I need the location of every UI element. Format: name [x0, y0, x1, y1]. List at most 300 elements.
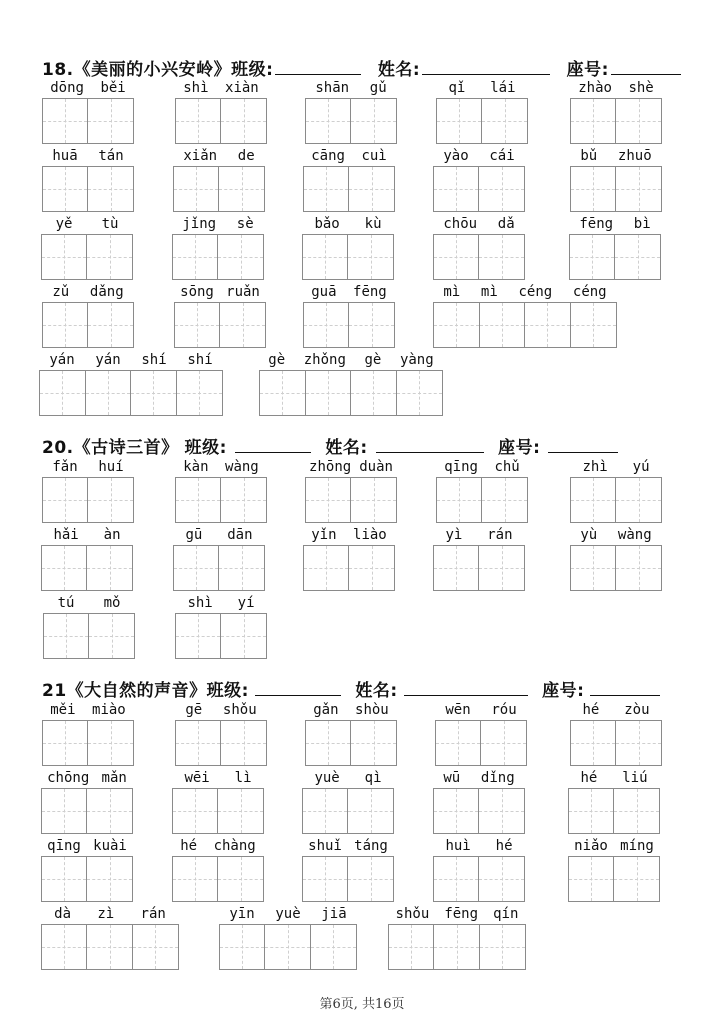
writing-item	[433, 770, 525, 834]
writing-item	[175, 459, 267, 523]
writing-cell[interactable]	[434, 925, 479, 969]
name-label: 姓名:	[325, 438, 368, 458]
writing-cell[interactable]	[42, 235, 87, 279]
tianzige-grid	[568, 788, 660, 834]
writing-cell[interactable]	[304, 167, 349, 211]
writing-cell[interactable]	[87, 857, 132, 901]
writing-cell[interactable]	[571, 303, 616, 347]
pinyin-syllable: dǎng	[89, 284, 124, 300]
writing-cell[interactable]	[479, 235, 524, 279]
writing-item	[219, 906, 357, 970]
writing-cell[interactable]	[348, 235, 393, 279]
pinyin-syllable: táng	[354, 838, 388, 854]
writing-item	[172, 838, 264, 902]
seat-label: 座号:	[498, 438, 541, 458]
writing-item	[433, 284, 617, 348]
tianzige-grid	[43, 613, 135, 659]
writing-cell[interactable]	[87, 925, 132, 969]
pinyin-row	[303, 284, 395, 302]
seat-blank[interactable]	[611, 60, 681, 75]
lesson-title: 20.《古诗三首》	[42, 438, 179, 458]
writing-cell[interactable]	[43, 478, 88, 522]
tianzige-grid	[42, 166, 134, 212]
seat-label: 座号:	[542, 681, 585, 701]
pinyin-row	[42, 459, 134, 477]
writing-cell[interactable]	[221, 99, 266, 143]
pinyin-row	[305, 459, 397, 477]
pinyin-syllable: miào	[92, 702, 126, 718]
pinyin-syllable: běi	[100, 80, 126, 96]
writing-item	[433, 148, 525, 212]
writing-cell[interactable]	[220, 303, 265, 347]
writing-cell[interactable]	[174, 546, 219, 590]
writing-cell[interactable]	[479, 789, 524, 833]
writing-cell[interactable]	[303, 789, 348, 833]
section-title-20	[42, 433, 620, 458]
pinyin-row	[570, 527, 662, 545]
pinyin-row	[175, 702, 267, 720]
pinyin-syllable: kù	[364, 216, 382, 232]
writing-cell[interactable]	[614, 857, 659, 901]
pinyin-syllable: liào	[353, 527, 387, 543]
writing-cell[interactable]	[614, 789, 659, 833]
tianzige-grid	[433, 166, 525, 212]
pinyin-syllable: hé	[495, 838, 513, 854]
pinyin-syllable: àn	[103, 527, 121, 543]
pinyin-syllable: hé	[582, 702, 600, 718]
name-label: 姓名:	[355, 681, 398, 701]
writing-cell[interactable]	[351, 371, 397, 415]
writing-item	[305, 459, 397, 523]
tianzige-grid	[41, 234, 133, 280]
writing-cell[interactable]	[176, 478, 221, 522]
writing-cell[interactable]	[615, 235, 660, 279]
pinyin-syllable: lì	[234, 770, 252, 786]
tianzige-grid	[39, 370, 223, 416]
pinyin-row	[568, 838, 660, 856]
pinyin-row	[41, 838, 133, 856]
pinyin-syllable: míng	[620, 838, 654, 854]
writing-item	[41, 838, 133, 902]
writing-cell[interactable]	[88, 303, 133, 347]
writing-cell[interactable]	[571, 721, 616, 765]
pinyin-syllable: cāng	[311, 148, 345, 164]
pinyin-syllable: duàn	[359, 459, 393, 475]
tianzige-grid	[42, 720, 134, 766]
writing-cell[interactable]	[43, 167, 88, 211]
writing-item	[303, 148, 395, 212]
writing-cell[interactable]	[306, 721, 351, 765]
writing-cell[interactable]	[479, 857, 524, 901]
tianzige-grid	[41, 856, 133, 902]
pinyin-syllable: cái	[489, 148, 515, 164]
writing-cell[interactable]	[87, 235, 132, 279]
writing-cell[interactable]	[436, 721, 481, 765]
lesson-title: 18.《美丽的小兴安岭》	[42, 60, 232, 80]
writing-item	[570, 527, 662, 591]
writing-cell[interactable]	[434, 857, 479, 901]
writing-cell[interactable]	[221, 478, 266, 522]
tianzige-grid	[435, 720, 527, 766]
pinyin-syllable: yīn	[229, 906, 255, 922]
writing-cell[interactable]	[349, 546, 394, 590]
writing-cell[interactable]	[218, 789, 263, 833]
pinyin-row	[303, 527, 395, 545]
writing-cell[interactable]	[616, 167, 661, 211]
tianzige-grid	[570, 477, 662, 523]
writing-cell[interactable]	[480, 925, 525, 969]
class-label: 班级:	[184, 438, 227, 458]
writing-cell[interactable]	[351, 99, 396, 143]
tianzige-grid	[172, 234, 264, 280]
pinyin-row	[570, 148, 662, 166]
writing-cell[interactable]	[570, 235, 615, 279]
pinyin-row	[219, 906, 357, 924]
writing-cell[interactable]	[479, 167, 524, 211]
pinyin-syllable: dǎ	[497, 216, 515, 232]
writing-item	[436, 80, 528, 144]
pinyin-row	[433, 770, 525, 788]
writing-item	[41, 216, 133, 280]
pinyin-syllable: wàng	[225, 459, 259, 475]
pinyin-syllable: mì	[480, 284, 498, 300]
pinyin-row	[436, 80, 528, 98]
pinyin-syllable: céng	[572, 284, 607, 300]
pinyin-syllable: gè	[268, 352, 286, 368]
pinyin-row	[172, 216, 264, 234]
pinyin-syllable: shǒu	[395, 906, 430, 922]
writing-cell[interactable]	[218, 857, 263, 901]
pinyin-syllable: kàn	[183, 459, 209, 475]
writing-cell[interactable]	[173, 235, 218, 279]
writing-cell[interactable]	[133, 925, 178, 969]
pinyin-syllable: xiàn	[225, 80, 259, 96]
writing-item	[435, 702, 527, 766]
writing-cell[interactable]	[220, 925, 265, 969]
writing-item	[42, 284, 134, 348]
pinyin-row	[570, 702, 662, 720]
writing-cell[interactable]	[221, 721, 266, 765]
writing-item	[570, 80, 662, 144]
writing-cell[interactable]	[177, 371, 222, 415]
writing-cell[interactable]	[88, 478, 133, 522]
writing-cell[interactable]	[303, 235, 348, 279]
writing-cell[interactable]	[348, 789, 393, 833]
pinyin-syllable: huā	[52, 148, 78, 164]
writing-cell[interactable]	[303, 857, 348, 901]
writing-cell[interactable]	[260, 371, 306, 415]
pinyin-row	[570, 80, 662, 98]
pinyin-syllable: yán	[49, 352, 75, 368]
writing-cell[interactable]	[43, 99, 88, 143]
writing-cell[interactable]	[482, 99, 527, 143]
writing-cell[interactable]	[479, 546, 524, 590]
class-blank[interactable]	[235, 438, 311, 453]
seat-blank[interactable]	[590, 681, 660, 696]
tianzige-grid	[305, 477, 397, 523]
pinyin-row	[172, 838, 264, 856]
writing-cell[interactable]	[571, 167, 616, 211]
tianzige-grid	[259, 370, 443, 416]
writing-cell[interactable]	[434, 789, 479, 833]
pinyin-syllable: chōu	[443, 216, 478, 232]
tianzige-grid	[305, 720, 397, 766]
writing-cell[interactable]	[42, 925, 87, 969]
writing-cell[interactable]	[42, 546, 87, 590]
pinyin-row	[41, 906, 179, 924]
tianzige-grid	[303, 545, 395, 591]
pinyin-row	[302, 216, 394, 234]
writing-cell[interactable]	[174, 167, 219, 211]
writing-cell[interactable]	[482, 478, 527, 522]
pinyin-row	[303, 148, 395, 166]
class-blank[interactable]	[275, 60, 361, 75]
writing-cell[interactable]	[87, 789, 132, 833]
tianzige-grid	[568, 856, 660, 902]
pinyin-row	[172, 770, 264, 788]
pinyin-row	[433, 284, 617, 302]
writing-cell[interactable]	[40, 371, 86, 415]
writing-cell[interactable]	[306, 371, 352, 415]
writing-cell[interactable]	[434, 167, 479, 211]
tianzige-grid	[436, 98, 528, 144]
pinyin-syllable: bì	[633, 216, 651, 232]
pinyin-syllable: shì	[187, 595, 213, 611]
pinyin-syllable: zhì	[582, 459, 608, 475]
writing-cell[interactable]	[173, 789, 218, 833]
pinyin-syllable: ruǎn	[226, 284, 260, 300]
tianzige-grid	[388, 924, 526, 970]
pinyin-syllable: shǒu	[222, 702, 257, 718]
writing-cell[interactable]	[175, 303, 220, 347]
writing-item	[569, 216, 661, 280]
pinyin-row	[569, 216, 661, 234]
writing-item	[305, 80, 397, 144]
pinyin-syllable: wēi	[184, 770, 210, 786]
pinyin-row	[433, 527, 525, 545]
writing-item	[42, 459, 134, 523]
pinyin-syllable: shān	[315, 80, 350, 96]
tianzige-grid	[175, 477, 267, 523]
pinyin-syllable: niǎo	[574, 838, 608, 854]
page-footer: 第6页, 共16页	[319, 997, 405, 1012]
writing-cell[interactable]	[616, 478, 661, 522]
writing-cell[interactable]	[480, 303, 526, 347]
pinyin-syllable: yí	[237, 595, 255, 611]
writing-cell[interactable]	[434, 303, 480, 347]
pinyin-syllable: gè	[364, 352, 382, 368]
tianzige-grid	[433, 856, 525, 902]
writing-item	[172, 216, 264, 280]
writing-cell[interactable]	[616, 721, 661, 765]
tianzige-grid	[41, 924, 179, 970]
tianzige-grid	[570, 98, 662, 144]
writing-item	[570, 148, 662, 212]
pinyin-row	[41, 216, 133, 234]
writing-cell[interactable]	[397, 371, 442, 415]
tianzige-grid	[42, 477, 134, 523]
pinyin-row	[41, 770, 133, 788]
writing-cell[interactable]	[351, 721, 396, 765]
writing-cell[interactable]	[43, 721, 88, 765]
pinyin-row	[259, 352, 443, 370]
name-blank[interactable]	[404, 681, 528, 696]
class-blank[interactable]	[255, 681, 341, 696]
pinyin-syllable: zòu	[624, 702, 650, 718]
writing-cell[interactable]	[219, 546, 264, 590]
writing-cell[interactable]	[311, 925, 356, 969]
tianzige-grid	[41, 788, 133, 834]
writing-item	[302, 216, 394, 280]
writing-cell[interactable]	[569, 789, 614, 833]
writing-item	[303, 527, 395, 591]
writing-cell[interactable]	[87, 546, 132, 590]
pinyin-syllable: chǔ	[494, 459, 520, 475]
writing-cell[interactable]	[348, 857, 393, 901]
seat-label: 座号:	[566, 60, 609, 80]
pinyin-syllable: kuài	[93, 838, 127, 854]
writing-cell[interactable]	[131, 371, 177, 415]
pinyin-syllable: mǒ	[103, 595, 121, 611]
writing-cell[interactable]	[42, 789, 87, 833]
tianzige-grid	[174, 302, 266, 348]
writing-cell[interactable]	[265, 925, 310, 969]
writing-cell[interactable]	[176, 721, 221, 765]
writing-cell[interactable]	[349, 167, 394, 211]
pinyin-syllable: tán	[98, 148, 124, 164]
pinyin-row	[570, 459, 662, 477]
section-title-21	[42, 676, 662, 701]
pinyin-syllable: zhào	[578, 80, 612, 96]
pinyin-syllable: qīng	[444, 459, 478, 475]
writing-cell[interactable]	[221, 614, 266, 658]
writing-cell[interactable]	[86, 371, 132, 415]
writing-cell[interactable]	[481, 721, 526, 765]
class-label: 班级:	[206, 681, 249, 701]
writing-cell[interactable]	[176, 614, 221, 658]
writing-cell[interactable]	[42, 857, 87, 901]
pinyin-syllable: hǎi	[53, 527, 79, 543]
writing-cell[interactable]	[176, 99, 221, 143]
pinyin-syllable: gǔ	[369, 80, 387, 96]
writing-item	[172, 770, 264, 834]
writing-cell[interactable]	[525, 303, 571, 347]
pinyin-syllable: tù	[101, 216, 119, 232]
writing-cell[interactable]	[88, 167, 133, 211]
pinyin-syllable: mì	[443, 284, 461, 300]
pinyin-syllable: gē	[185, 702, 203, 718]
writing-cell[interactable]	[88, 99, 133, 143]
pinyin-syllable: huì	[445, 838, 471, 854]
writing-item	[175, 80, 267, 144]
writing-cell[interactable]	[437, 99, 482, 143]
pinyin-row	[173, 527, 265, 545]
seat-blank[interactable]	[548, 438, 618, 453]
writing-item	[174, 284, 266, 348]
tianzige-grid	[219, 924, 357, 970]
writing-item	[42, 148, 134, 212]
writing-cell[interactable]	[173, 857, 218, 901]
writing-cell[interactable]	[616, 99, 661, 143]
writing-item	[302, 838, 394, 902]
writing-item	[570, 702, 662, 766]
writing-item	[175, 595, 267, 659]
pinyin-syllable: jǐng	[182, 216, 217, 232]
pinyin-row	[302, 770, 394, 788]
pinyin-syllable: shí	[187, 352, 213, 368]
tianzige-grid	[175, 720, 267, 766]
pinyin-row	[175, 595, 267, 613]
pinyin-row	[433, 838, 525, 856]
writing-cell[interactable]	[88, 721, 133, 765]
pinyin-row	[42, 80, 134, 98]
writing-item	[42, 80, 134, 144]
pinyin-syllable: dān	[227, 527, 253, 543]
writing-cell[interactable]	[304, 303, 349, 347]
tianzige-grid	[433, 788, 525, 834]
writing-item	[570, 459, 662, 523]
writing-cell[interactable]	[571, 99, 616, 143]
pinyin-row	[388, 906, 526, 924]
pinyin-syllable: dà	[54, 906, 72, 922]
pinyin-syllable: rán	[140, 906, 166, 922]
tianzige-grid	[302, 788, 394, 834]
writing-item	[173, 527, 265, 591]
writing-cell[interactable]	[569, 857, 614, 901]
writing-item	[433, 216, 525, 280]
section-title-18	[42, 55, 683, 80]
pinyin-syllable: tú	[57, 595, 75, 611]
pinyin-syllable: zhuō	[617, 148, 652, 164]
writing-cell[interactable]	[43, 303, 88, 347]
writing-cell[interactable]	[437, 478, 482, 522]
writing-cell[interactable]	[218, 235, 263, 279]
writing-item	[175, 702, 267, 766]
writing-cell[interactable]	[571, 478, 616, 522]
pinyin-row	[435, 702, 527, 720]
pinyin-syllable: rán	[487, 527, 513, 543]
writing-cell[interactable]	[304, 546, 349, 590]
name-blank[interactable]	[422, 60, 550, 75]
writing-cell[interactable]	[389, 925, 434, 969]
pinyin-syllable: yù	[580, 527, 598, 543]
pinyin-syllable: qīng	[47, 838, 81, 854]
pinyin-syllable: bǎo	[314, 216, 340, 232]
pinyin-syllable: gū	[185, 527, 203, 543]
writing-cell[interactable]	[349, 303, 394, 347]
pinyin-row	[174, 284, 266, 302]
writing-cell[interactable]	[306, 478, 351, 522]
writing-cell[interactable]	[434, 546, 479, 590]
name-blank[interactable]	[376, 438, 484, 453]
tianzige-grid	[433, 234, 525, 280]
writing-cell[interactable]	[44, 614, 89, 658]
writing-cell[interactable]	[351, 478, 396, 522]
pinyin-syllable: qǐ	[448, 80, 466, 96]
writing-cell[interactable]	[219, 167, 264, 211]
writing-cell[interactable]	[571, 546, 616, 590]
writing-cell[interactable]	[89, 614, 134, 658]
tianzige-grid	[175, 98, 267, 144]
writing-item	[41, 527, 133, 591]
tianzige-grid	[303, 166, 395, 212]
pinyin-syllable: róu	[491, 702, 517, 718]
writing-cell[interactable]	[306, 99, 351, 143]
writing-cell[interactable]	[616, 546, 661, 590]
writing-item	[259, 352, 443, 416]
writing-cell[interactable]	[434, 235, 479, 279]
pinyin-syllable: fēng	[444, 906, 479, 922]
